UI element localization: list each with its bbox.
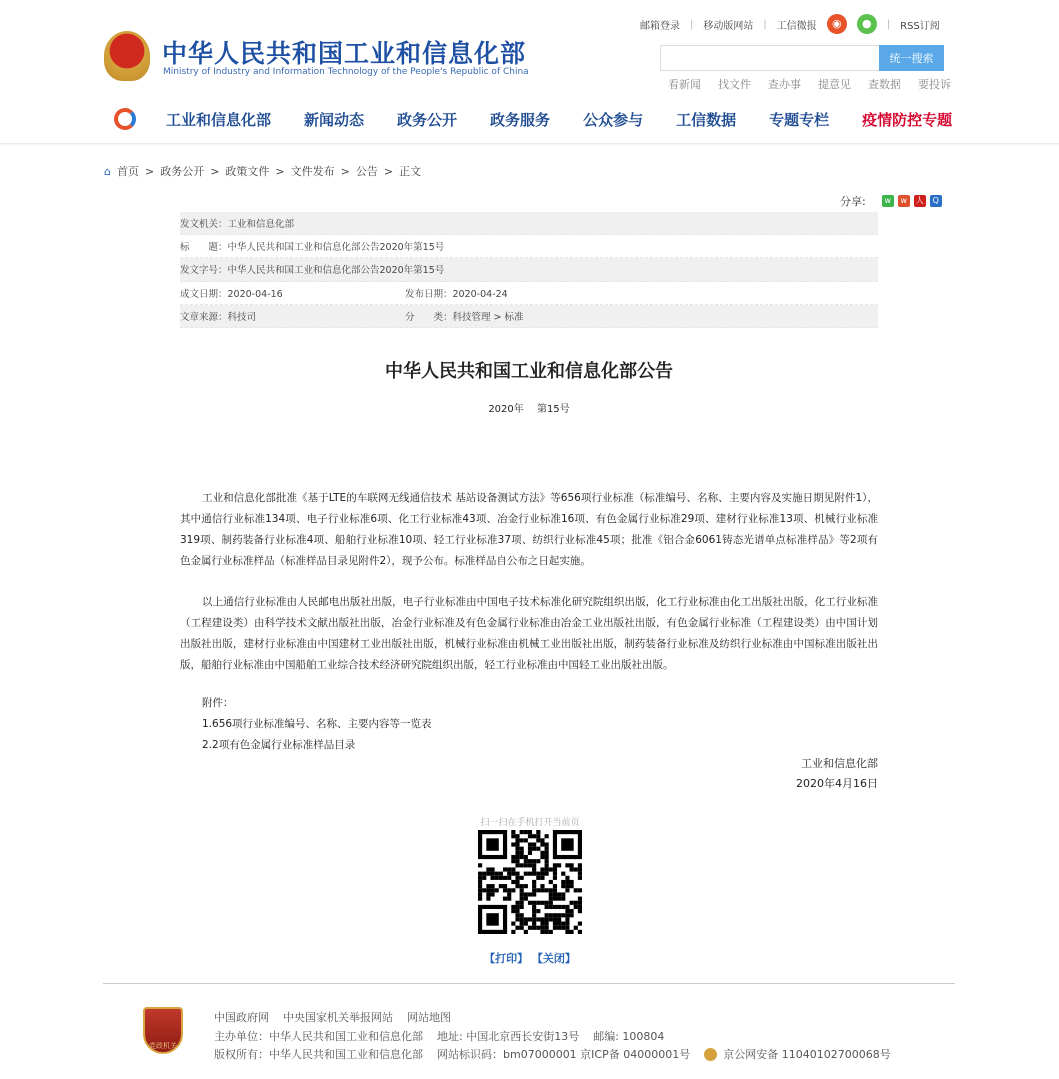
footer-address: 地址: 中国北京西长安街13号 <box>437 1030 580 1043</box>
meta-row <box>180 235 878 258</box>
breadcrumb-item[interactable]: 政务公开 <box>160 165 205 178</box>
footer-link-gov[interactable]: 中国政府网 <box>214 1011 269 1024</box>
footer-copyright-text: 版权所有：中华人民共和国工业和信息化部 <box>214 1048 423 1061</box>
breadcrumb-current: 正文 <box>399 165 422 178</box>
nav-gov-affairs[interactable]: 政务公开 <box>397 110 458 129</box>
nav-data[interactable]: 工信数据 <box>676 110 737 129</box>
party-gov-emblem-logo[interactable]: 党政机关 <box>143 1007 183 1054</box>
search-input[interactable] <box>660 45 880 71</box>
weibo-icon[interactable]: w <box>898 195 910 207</box>
main-nav <box>114 108 985 130</box>
qq-icon[interactable]: Q <box>930 195 942 207</box>
nav-gov-services[interactable]: 政务服务 <box>490 110 551 129</box>
meta-written-date: 成文日期：2020-04-16 <box>180 288 283 300</box>
nav-topics[interactable]: 专题专栏 <box>769 110 830 129</box>
share-bar <box>840 193 942 209</box>
article-title: 中华人民共和国工业和信息化部公告 <box>385 361 673 382</box>
share-label: 分享: <box>840 195 866 208</box>
document-meta-table <box>180 212 878 328</box>
meta-issuer: 发文机关：工业和信息化部 <box>180 219 295 231</box>
footer-link-sitemap[interactable]: 网站地图 <box>407 1011 451 1024</box>
renren-icon[interactable]: 人 <box>915 196 924 205</box>
article-paragraph: 工业和信息化部批准《基于LTE的车联网无线通信技术 基站设备测试方法》等656项行业标准（标准编号、名称、主要内容及实施日期见附件1），其中通信行业标准134项、电子行业标准6项、化工行业标准43项、冶金行业标准16项、有色金属行业标准29项、建材行业标准13项、机械行业标准319项、制药装备行业标准4项、船舶行业标准10项、轻工行业标准37项、纺织行业标准45项；批准《铝合金6061铸态光谱单点标准样品》等2项有色金属行业标准样品（标准样品目录见附件2），现予公布。标准样品自公布之日起实施。 <box>180 492 878 567</box>
footer-postcode: 邮编: 100804 <box>593 1030 665 1043</box>
footer-sponsor: 主办单位：中华人民共和国工业和信息化部 <box>214 1030 423 1043</box>
mail-login-link[interactable]: 邮箱登录 <box>640 20 680 32</box>
quick-link-complaint[interactable]: 要投诉 <box>918 78 951 91</box>
close-button[interactable]: 【关闭】 <box>531 952 576 965</box>
footer-links <box>214 1009 451 1025</box>
breadcrumb-item[interactable]: 公告 <box>355 165 378 178</box>
meta-published-date: 发布日期：2020-04-24 <box>405 288 508 300</box>
chevron-icon: > <box>210 164 220 178</box>
mobile-site-link[interactable]: 移动版网站 <box>703 20 754 32</box>
header-divider <box>0 143 1059 146</box>
meta-category: 分 类：科技管理 > 标准 <box>405 311 524 323</box>
footer-info <box>214 1028 664 1044</box>
weibao-link[interactable]: 工信微报 <box>776 20 817 32</box>
site-logo-subtitle: Ministry of Industry and Information Technology of the People's Republic of China <box>163 67 529 77</box>
nav-ministry[interactable]: 工业和信息化部 <box>166 110 272 129</box>
weibo-icon[interactable]: ◉ <box>827 14 847 34</box>
attachment-link[interactable]: 1.656项行业标准编号、名称、主要内容等一览表 <box>202 718 432 730</box>
chevron-icon: > <box>144 164 155 178</box>
meta-title: 标 题：中华人民共和国工业和信息化部公告2020年第15号 <box>180 242 445 254</box>
signer: 工业和信息化部 <box>801 757 878 770</box>
rss-link[interactable]: RSS订阅 <box>900 20 940 32</box>
meta-source: 文章来源：科技司 <box>180 311 257 323</box>
meta-row <box>180 258 878 281</box>
quick-links <box>668 76 951 92</box>
divider: | <box>763 18 767 30</box>
meta-row <box>180 212 878 235</box>
meta-doc-no: 发文字号：中华人民共和国工业和信息化部公告2020年第15号 <box>180 265 445 277</box>
quick-link-services[interactable]: 查办事 <box>768 78 801 91</box>
print-button[interactable]: 【打印】 <box>484 952 529 965</box>
breadcrumb-item[interactable]: 政策文件 <box>225 165 270 178</box>
article-issue-number: 2020年 第15号 <box>488 404 570 415</box>
site-logo-title[interactable]: 中华人民共和国工业和信息化部 <box>162 39 527 68</box>
page-actions <box>480 950 580 966</box>
quick-link-data[interactable]: 查数据 <box>868 78 901 91</box>
footer-copyright <box>214 1046 891 1062</box>
attachment-link[interactable]: 2.2项有色金属行业标准样品目录 <box>202 739 356 751</box>
wechat-icon[interactable]: ● <box>857 14 877 34</box>
footer-link-report[interactable]: 中央国家机关举报网站 <box>283 1011 393 1024</box>
quick-link-news[interactable]: 看新闻 <box>668 78 701 91</box>
breadcrumb <box>104 163 421 179</box>
nav-epidemic[interactable]: 疫情防控专题 <box>862 110 953 129</box>
signature <box>796 754 878 794</box>
qr-code <box>478 830 582 934</box>
qr-label: 扫一扫在手机打开当前页 <box>480 818 580 828</box>
quick-link-feedback[interactable]: 提意见 <box>818 78 851 91</box>
sign-date: 2020年4月16日 <box>796 777 878 790</box>
footer-police-record[interactable]: 京公网安备 11040102700068号 <box>723 1048 891 1061</box>
attachments-label: 附件： <box>202 697 234 709</box>
meta-row <box>180 305 878 328</box>
search-button[interactable]: 统一搜索 <box>879 45 944 71</box>
breadcrumb-item[interactable]: 文件发布 <box>290 165 335 178</box>
national-emblem-logo <box>104 31 150 81</box>
footer-site-id[interactable]: 网站标识码：bm07000001 京ICP备 04000001号 <box>437 1048 691 1061</box>
ministry-logo-icon <box>114 108 136 130</box>
top-links <box>640 14 940 34</box>
breadcrumb-home[interactable]: 首页 <box>116 165 139 178</box>
chevron-icon: > <box>275 164 285 178</box>
home-icon[interactable]: ⌂ <box>104 164 111 178</box>
divider: | <box>690 18 694 30</box>
quick-link-docs[interactable]: 找文件 <box>718 78 751 91</box>
divider: | <box>886 18 891 30</box>
nav-news[interactable]: 新闻动态 <box>304 110 365 129</box>
attachments <box>202 693 432 756</box>
meta-row <box>180 282 878 305</box>
nav-public[interactable]: 公众参与 <box>583 110 644 129</box>
police-badge-icon <box>704 1048 717 1061</box>
chevron-icon: > <box>340 164 350 178</box>
footer-divider <box>103 983 955 984</box>
chevron-icon: > <box>383 164 394 178</box>
wechat-icon[interactable]: w <box>882 195 894 207</box>
article-paragraph: 以上通信行业标准由人民邮电出版社出版，电子行业标准由中国电子技术标准化研究院组织出版，化工行业标准由化工出版社出版，化工行业标准（工程建设类）由科学技术文献出版社出版，冶金行业标准及有色金属行业标准由冶金工业出版社出版，有色金属行业标准（工程建设类）由中国计划出版社出版，建材行业标准由中国建材工业出版社出版，机械行业标准由机械工业出版社出版，制药装备行业标准及纺织行业标准由中国标准出版社出版，船舶行业标准由中国船舶工业综合技术经济研究院组织出版，轻工行业标准由中国轻工业出版社出版。 <box>180 596 878 671</box>
